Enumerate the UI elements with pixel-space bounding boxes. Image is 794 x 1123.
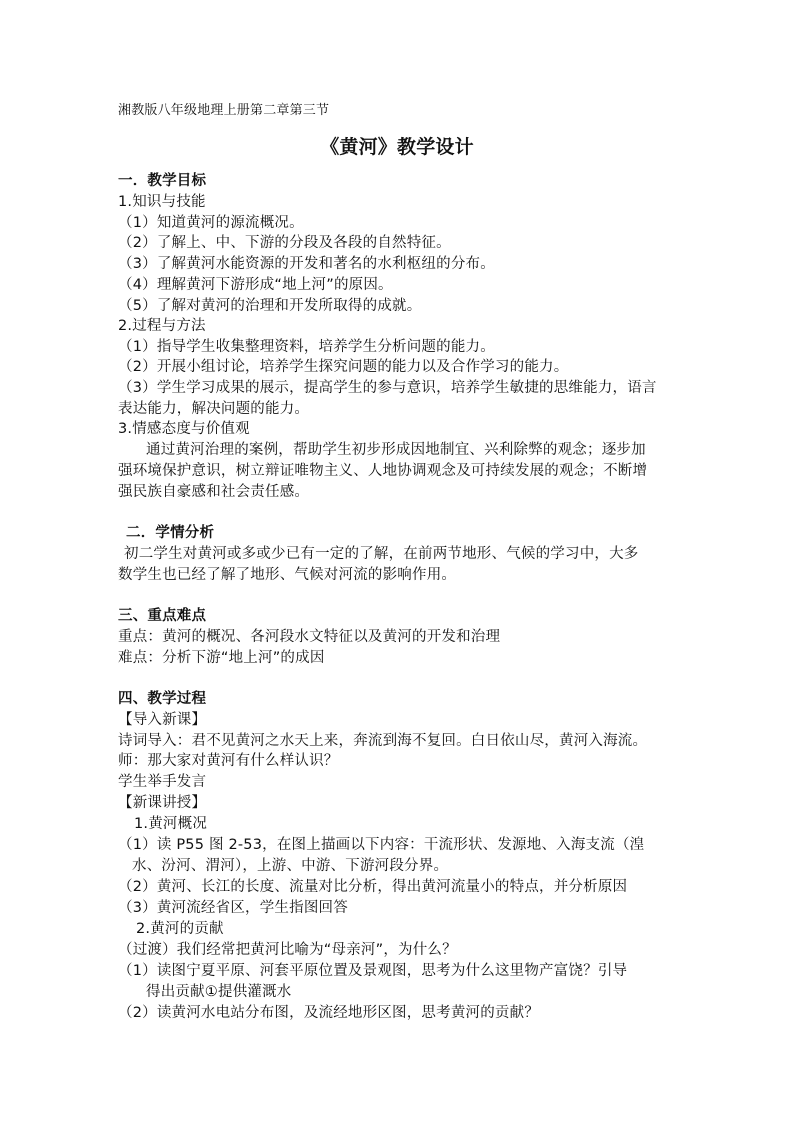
difficulty-line: 难点：分析下游“地上河”的成因 (118, 650, 325, 666)
transition-line: （过渡）我们经常把黄河比喻为“母亲河”，为什么？ (118, 942, 457, 958)
activity-line: （1）读 P55 图 2-53，在图上描画以下内容：干流形状、发源地、入海支流（湟 (118, 837, 645, 853)
objective-line: （2）了解上、中、下游的分段及各段的自然特征。 (118, 235, 451, 251)
section-heading-analysis: 二．学情分析 (126, 525, 215, 541)
objective-line: （5）了解对黄河的治理和开发所取得的成就。 (118, 298, 422, 314)
activity-line: （1）读图宁夏平原、河套平原位置及景观图，思考为什么这里物产富饶？引导 (118, 963, 628, 979)
subheading-knowledge: 1.知识与技能 (118, 194, 206, 210)
emotion-line: 强民族自豪感和社会责任感。 (118, 484, 310, 500)
intro-label: 【导入新课】 (118, 712, 207, 728)
process-line: （2）开展小组讨论，培养学生探究问题的能力以及合作学习的能力。 (118, 359, 569, 375)
subheading-emotion: 3.情感态度与价值观 (118, 421, 250, 437)
activity-line: 水、汾河、渭河），上游、中游、下游河段分界。 (132, 858, 449, 874)
process-line: （1）指导学生收集整理资料，培养学生分析问题的能力。 (118, 339, 495, 355)
analysis-line: 初二学生对黄河或多或少已有一定的了解，在前两节地形、气候的学习中，大多 (124, 546, 639, 562)
activity-line: （2）读黄河水电站分布图，及流经地形区图，思考黄河的贡献？ (118, 1005, 540, 1021)
section-heading-objectives: 一．教学目标 (118, 173, 207, 189)
process-line: （3）学生学习成果的展示，提高学生的参与意识，培养学生敏捷的思维能力，语言 (118, 380, 657, 396)
subheading-contribution: 2.黄河的贡献 (136, 921, 224, 937)
activity-line: （3）黄河流经省区，学生指图回答 (118, 900, 348, 916)
students-line: 学生举手发言 (118, 774, 207, 790)
emotion-line: 通过黄河治理的案例，帮助学生初步形成因地制宜、兴利除弊的观念；逐步加 (146, 442, 646, 458)
objective-line: （1）知道黄河的源流概况。 (118, 215, 304, 231)
doc-title: 《黄河》教学设计 (320, 136, 474, 158)
doc-header: 湘教版八年级地理上册第二章第三节 (118, 103, 330, 118)
analysis-line: 数学生也已经了解了地形、气候对河流的影响作用。 (118, 567, 457, 583)
section-heading-process: 四、教学过程 (118, 691, 207, 707)
process-line: 表达能力，解决问题的能力。 (118, 401, 310, 417)
new-lesson-label: 【新课讲授】 (118, 795, 207, 811)
teacher-line: 师：那大家对黄河有什么样认识？ (118, 753, 339, 769)
subheading-overview: 1.黄河概况 (134, 816, 208, 832)
activity-line: 得出贡献①提供灌溉水 (146, 984, 292, 1000)
keypoint-line: 重点：黄河的概况、各河段水文特征以及黄河的开发和治理 (118, 629, 501, 645)
emotion-line: 强环境保护意识，树立辩证唯物主义、人地协调观念及可持续发展的观念；不断增 (118, 463, 648, 479)
objective-line: （3）了解黄河水能资源的开发和著名的水利枢纽的分布。 (118, 256, 495, 272)
section-heading-keypoints: 三、重点难点 (118, 608, 207, 624)
activity-line: （2）黄河、长江的长度、流量对比分析，得出黄河流量小的特点，并分析原因 (118, 879, 628, 895)
subheading-process: 2.过程与方法 (118, 318, 206, 334)
objective-line: （4）理解黄河下游形成“地上河”的原因。 (118, 277, 393, 293)
poem-line: 诗词导入：君不见黄河之水天上来，奔流到海不复回。白日依山尽，黄河入海流。 (118, 733, 648, 749)
